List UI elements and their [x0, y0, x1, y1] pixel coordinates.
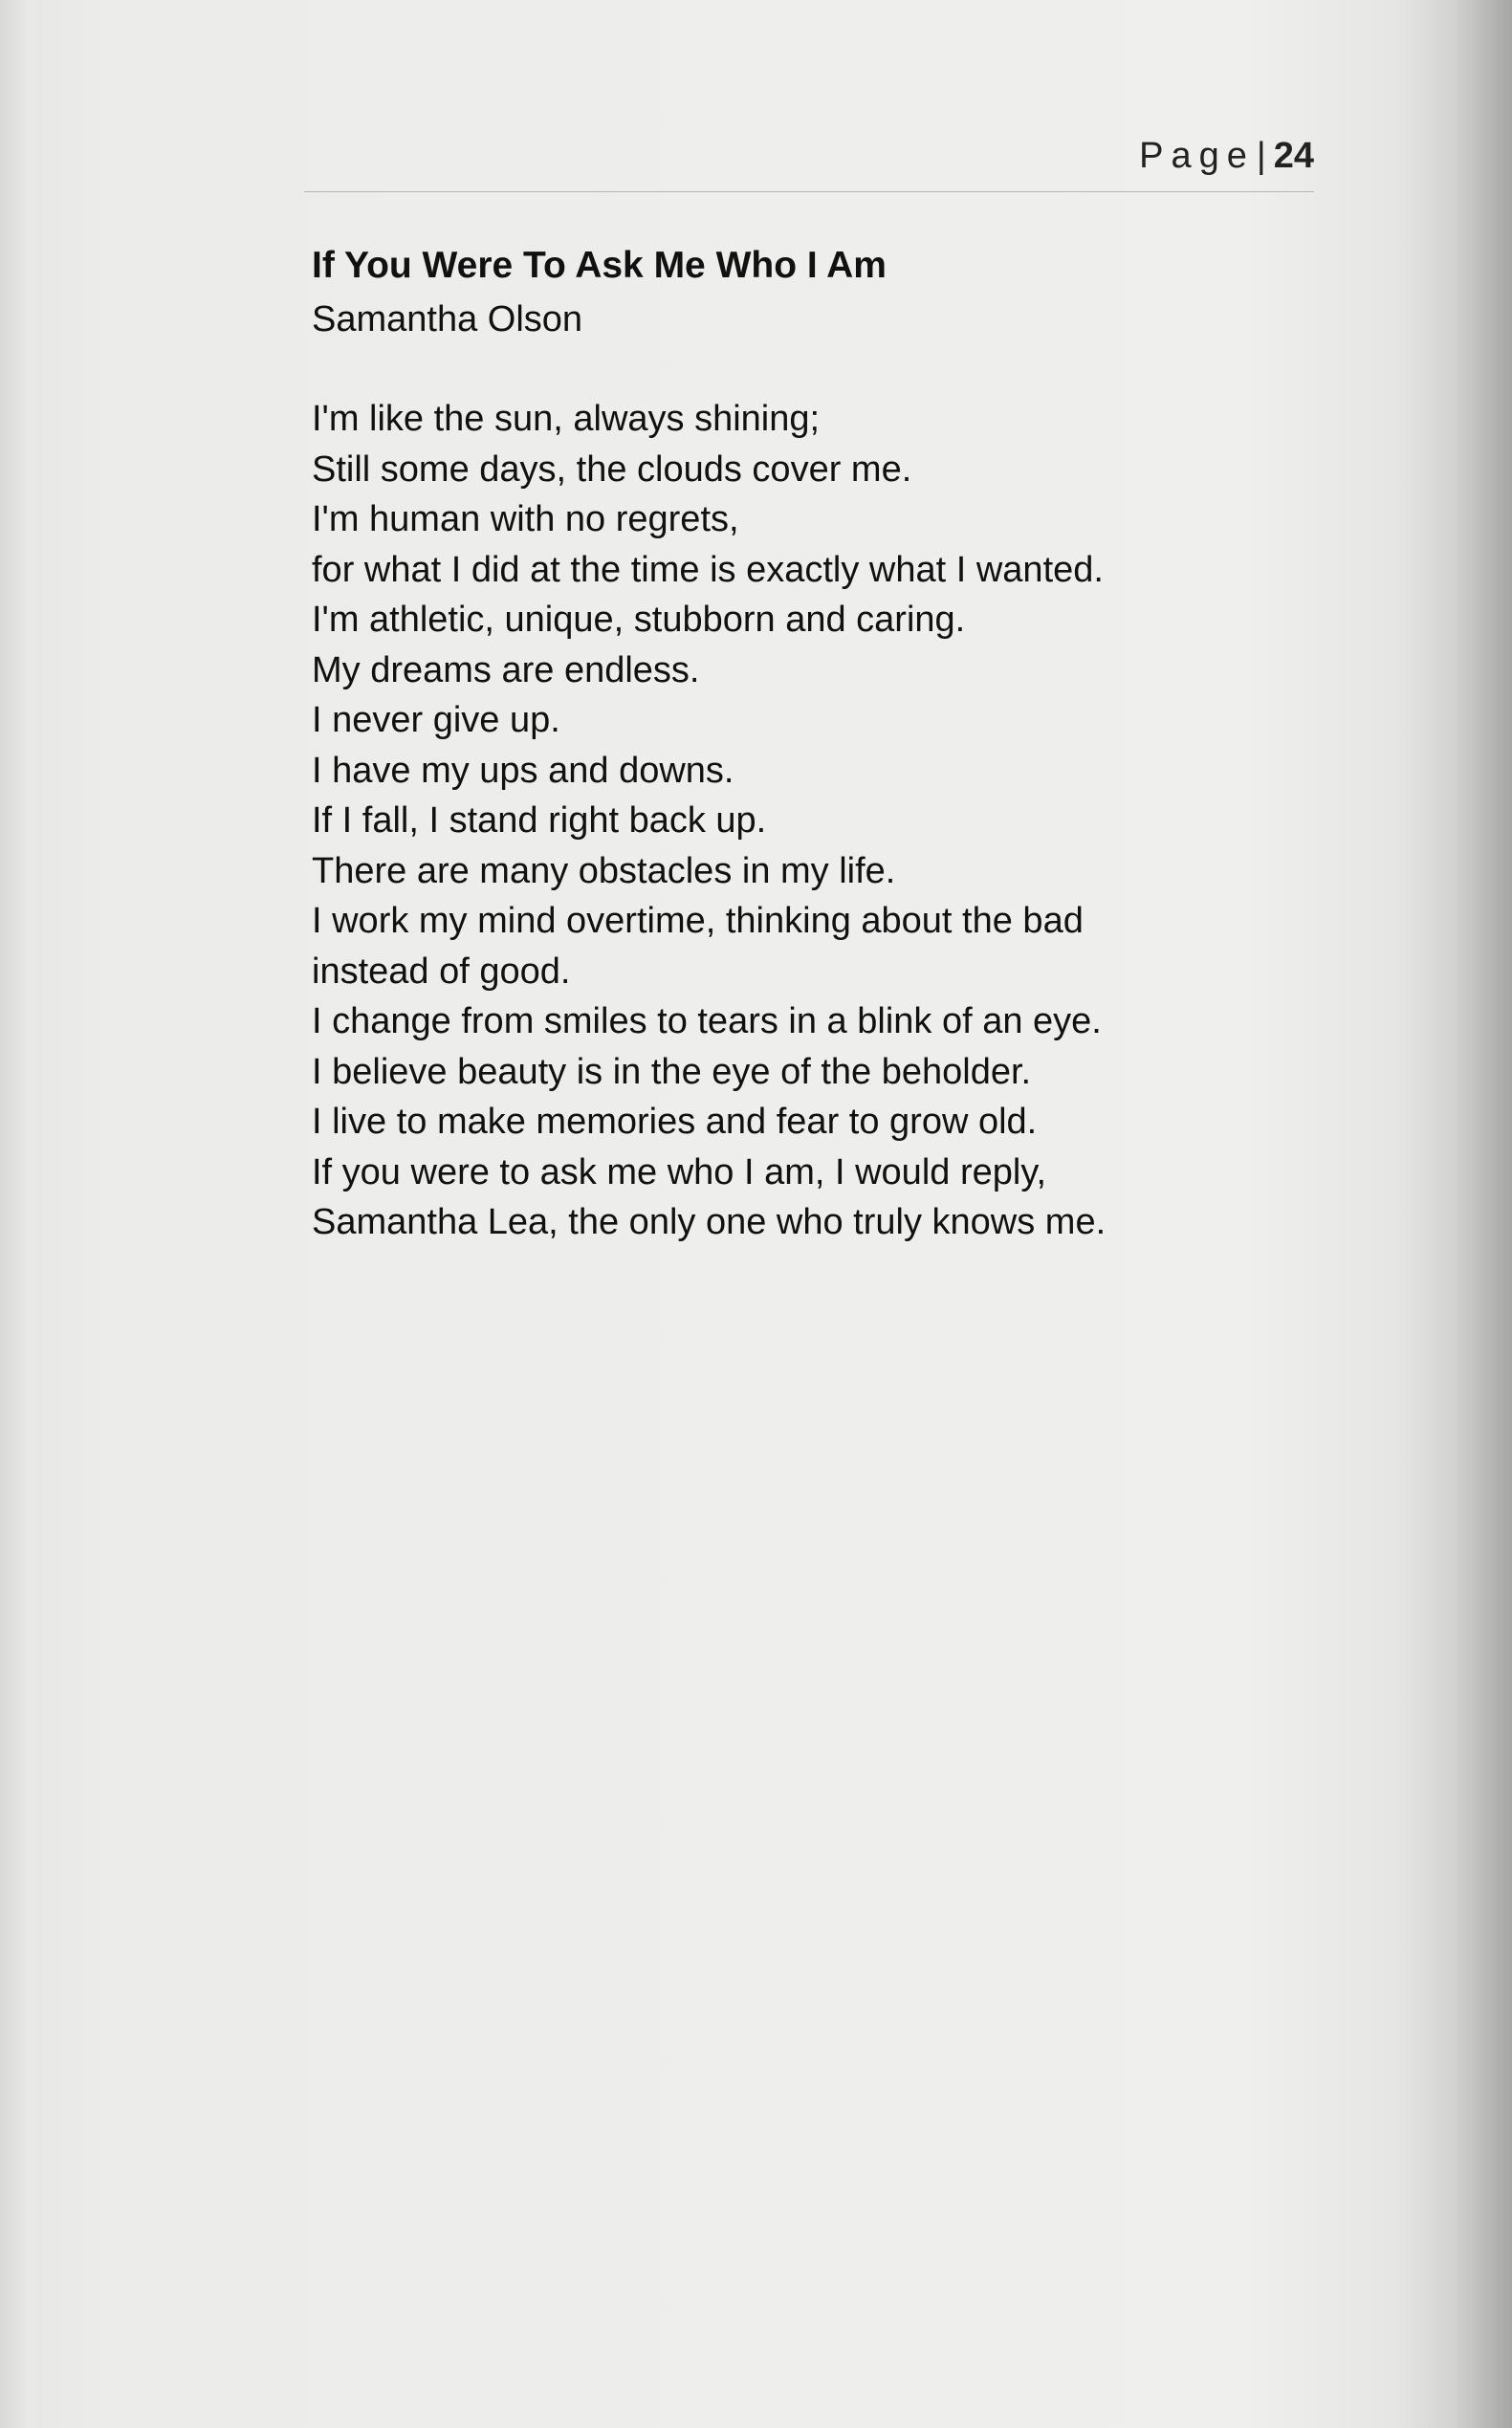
- poem-line: I live to make memories and fear to grow old.: [312, 1102, 1038, 1142]
- poem-line: Still some days, the clouds cover me.: [312, 448, 912, 490]
- page-label: Page: [1139, 136, 1255, 176]
- poem-line: for what I did at the time is exactly what I wanted.: [312, 549, 1104, 590]
- poem-line: I'm like the sun, always shining;: [312, 399, 821, 439]
- poem-line: I'm human with no regrets,: [312, 499, 739, 539]
- poem-line: instead of good.: [312, 951, 571, 992]
- poem-line: I change from smiles to tears in a blink of an eye.: [312, 1001, 1102, 1041]
- header-rule: [304, 191, 1314, 192]
- poem-line: I believe beauty is in the eye of the beholder.: [312, 1051, 1032, 1092]
- poem-line: I'm athletic, unique, stubborn and caring.: [312, 600, 966, 640]
- running-header: [304, 136, 1314, 189]
- poem: [312, 237, 1306, 1248]
- header-separator: |: [1256, 136, 1266, 176]
- poem-line: If I fall, I stand right back up.: [312, 800, 767, 841]
- poem-line: Samantha Lea, the only one who truly knows me.: [312, 1202, 1107, 1242]
- poem-author: Samantha Olson: [312, 299, 583, 339]
- page-number: 24: [1273, 136, 1314, 176]
- poem-line: I never give up.: [312, 700, 560, 740]
- poem-line: I have my ups and downs.: [312, 750, 734, 791]
- page-edge-shadow: [1455, 0, 1512, 2428]
- poem-line: There are many obstacles in my life.: [312, 850, 896, 891]
- poem-body: [312, 394, 1306, 1248]
- poem-line: If you were to ask me who I am, I would reply,: [312, 1151, 1047, 1192]
- poem-title: If You Were To Ask Me Who I Am: [312, 245, 887, 286]
- poem-line: My dreams are endless.: [312, 649, 700, 690]
- poem-line: I work my mind overtime, thinking about the bad: [312, 901, 1084, 941]
